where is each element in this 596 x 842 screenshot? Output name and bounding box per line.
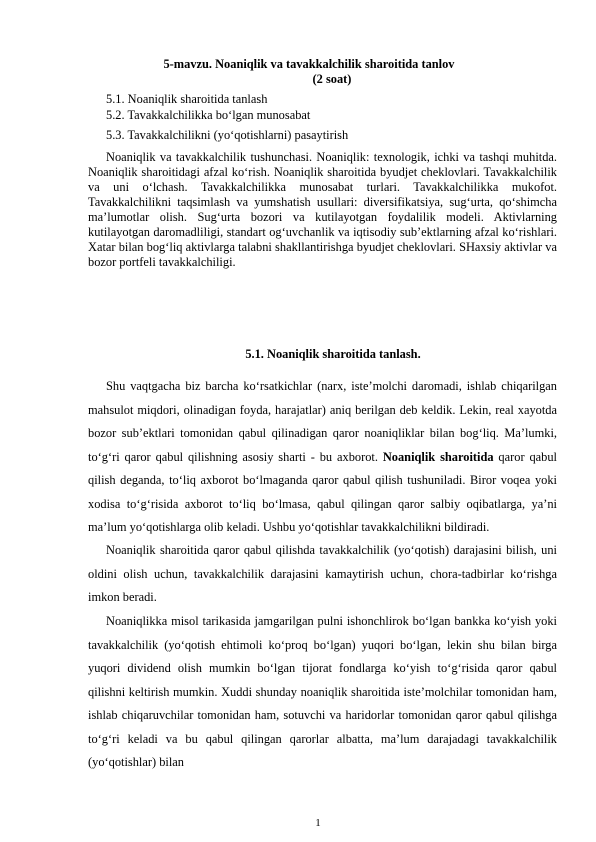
- body-paragraph: Noaniqlik sharoitida qaror qabul qilishda tavakkalchilik (yo‘qotish) darajasini bilish, uni oldini olish uchun, tavakkalchilik darajasini kamaytirish uchun, chora-tadbirlar ko‘rishga imkon beradi.: [88, 543, 557, 604]
- page-subtitle: (2 soat): [312, 72, 352, 86]
- page-number: 1: [315, 817, 321, 829]
- toc-item: 5.1. Noaniqlik sharoitida tanlash: [106, 92, 268, 106]
- section-heading: 5.1. Noaniqlik sharoitida tanlash.: [245, 347, 421, 361]
- paragraph-text: Shu vaqtgacha biz barcha ko‘rsatkichlar (narx, iste’molchi daromadi, ishlab chiqarilgan mahsulot miqdori, olinadigan foyda, harajatlar) aniq berilgan deb keldik. Lekin, real xayotda bozor sub’ektlari tomonidan qabul qilinadigan qaror noaniqliklar bilan bog‘liq. Ma’lumki, to‘g‘ri qaror qabul qilishning asosiy sharti - bu axborot.: [88, 379, 557, 464]
- bold-term: Noaniqlik sharoitida: [382, 449, 494, 464]
- toc-item: 5.2. Tavakkalchilikka bo‘lgan munosabat: [106, 108, 311, 122]
- toc-item: 5.3. Tavakkalchilikni (yo‘qotishlarni) pasaytirish: [106, 128, 349, 142]
- body-paragraph: [88, 375, 557, 540]
- paragraph-text: qaror qabul qilish deganda, to‘liq axborot bo‘lmaganda qaror qabul qilish tushuniladi. Biror voqea yoki xodisa to‘g‘risida axborot to‘liq bo‘lmasa, qabul qilingan qaror salbiy oqibatlarga, ya’ni ma’lum yo‘qotishlarga olib keladi. Ushbu yo‘qotishlar tavakkalchilikni bildiradi.: [88, 449, 557, 534]
- intro-paragraph: Noaniqlik va tavakkalchilik tushunchasi. Noaniqlik: texnologik, ichki va tashqi muhitda. Noaniqlik sharoitidagi afzal ko‘rish. Noaniqlik sharoitida byudjet cheklovlari. Tavakkalchilik va uni o‘lchash. Tavakkalchilikka munosabat turlari. Tavakkalchilikka mukofot. Tavakkalchilikni taqsimlash va yumshatish usullari: diversifikatsiya, sug‘urta, qo‘shimcha ma’lumotlar olish. Sug‘urta bozori va kutilayotgan foydalilik modeli. Aktivlarning kutilayotgan daromadliligi, standart og‘uvchanlik va iqtisodiy sub’ektlarning afzal ko‘rishlari. Xatar bilan bog‘liq aktivlarga talabni shakllantirishga byudjet cheklovlari. SHaxsiy aktivlar va bozor portfeli tavakkalchiligi.: [88, 150, 557, 269]
- page-title: 5-mavzu. Noaniqlik va tavakkalchilik sharoitida tanlov: [163, 57, 455, 71]
- body-paragraph: Noaniqlikka misol tarikasida jamgarilgan pulni ishonchlirok bo‘lgan bankka ko‘yish yoki tavakkalchilik (yo‘qotish ehtimoli ko‘proq bo‘lgan) yuqori bo‘lgan, lekin shu bilan birga yuqori dividend olish mumkin bo‘lgan tijorat fondlarga ko‘yish to‘g‘risida qaror qabul qilishni keltirish mumkin. Xuddi shunday noaniqlik sharoitida iste’molchilar tomonidan ham, ishlab chiqaruvchilar tomonidan ham, sotuvchi va haridorlar tomonidan qaror qabul qilishga to‘g‘ri keladi va bu qabul qilingan qarorlar albatta, ma’lum darajadagi tavakkalchilik (yo‘qotishlar) bilan: [88, 614, 557, 769]
